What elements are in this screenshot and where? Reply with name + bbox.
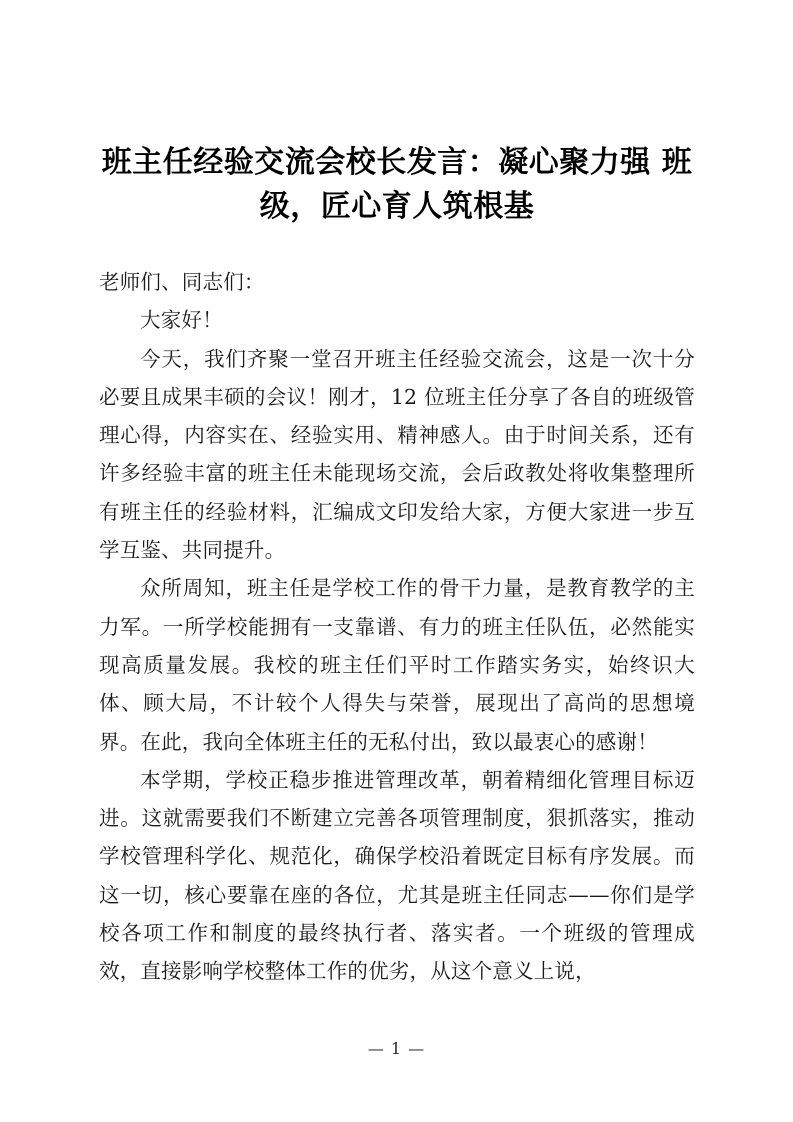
paragraph-salutation: 老师们、同志们： <box>99 270 265 294</box>
page-footer <box>0 1038 793 1060</box>
page-title-line-2: 班级，匠心育人筑根基 <box>259 145 693 224</box>
document-body <box>99 0 695 991</box>
paragraph-body-3: 本学期，学校正稳步推进管理改革，朝着精细化管理目标迈进。这就需要我们不断建立完善各项管理制度，狠抓落实，推动学校管理科学化、规范化，确保学校沿着既定目标有序发展。而这一切，核心要靠在座的各位，尤其是班主任同志——你们是学校各项工作和制度的最终执行者、落实者。一个班级的管理成效，直接影响学校整体工作的优劣，从这个意义上说， <box>99 767 695 984</box>
page-title <box>99 0 695 229</box>
paragraph-body-1: 今天，我们齐聚一堂召开班主任经验交流会，这是一次十分必要且成果丰硕的会议！刚才，12 位班主任分享了各自的班级管理心得，内容实在、经验实用、精神感人。由于时间关系，还有许多经验丰富的班主任未能现场交流，会后政教处将收集整理所有班主任的经验材料，汇编成文印发给大家，方便大家进一步互学互鉴、共同提升。 <box>99 346 695 563</box>
paragraph-greeting: 大家好！ <box>140 308 223 333</box>
paragraph-list <box>99 263 695 991</box>
page-title-line-1: 班主任经验交流会校长发言：凝心聚力强 <box>101 145 651 180</box>
paragraph-body-2: 众所周知，班主任是学校工作的骨干力量，是教育教学的主力军。一所学校能拥有一支靠谱、有力的班主任队伍，必然能实现高质量发展。我校的班主任们平时工作踏实务实，始终识大体、顾大局，不计较个人得失与荣誉，展现出了高尚的思想境界。在此，我向全体班主任的无私付出，致以最衷心的感谢！ <box>99 576 695 754</box>
page-number: — 1 — <box>367 1039 426 1058</box>
